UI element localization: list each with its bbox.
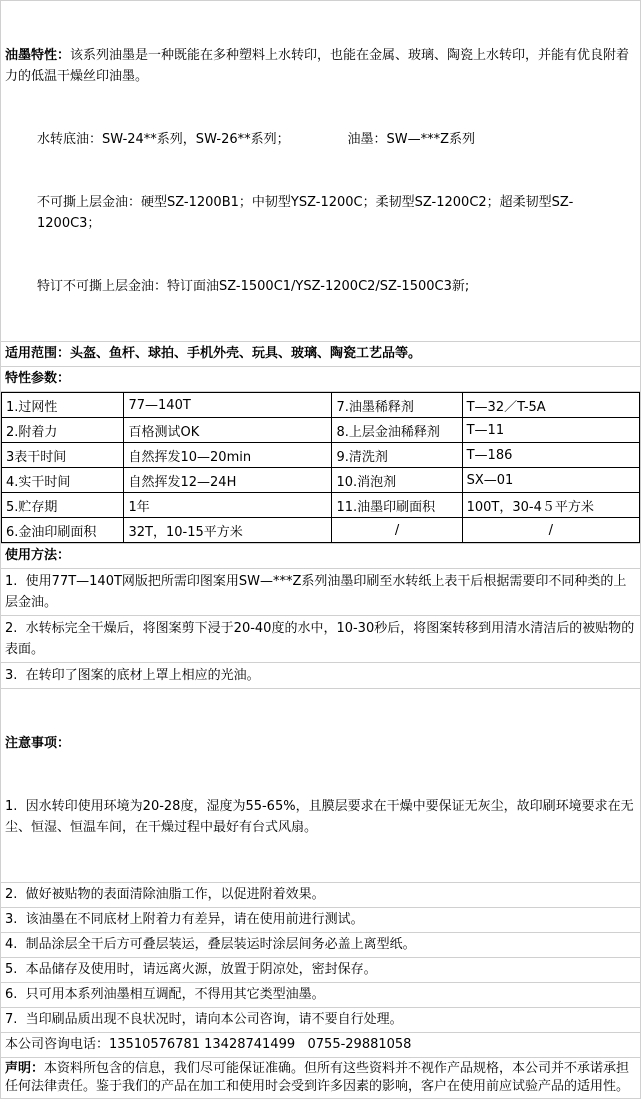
custom-topcoat-line: 特订不可撕上层金油：特订面油SZ-1500C1/YSZ-1200C2/SZ-1500C3新; — [37, 279, 470, 294]
param-label: 8.上层金油稀释剂 — [332, 418, 462, 443]
param-empty: / — [462, 518, 639, 543]
note-3: 3. 该油墨在不同底材上附着力有差异，请在使用前进行测试。 — [1, 908, 640, 933]
section-usage-title: 使用方法： — [1, 544, 640, 569]
param-label: 3表干时间 — [2, 443, 124, 468]
usage-step-3: 3. 在转印了图案的底材上罩上相应的光油。 — [1, 663, 640, 689]
contact-line — [1, 1033, 640, 1058]
param-value: 77—140T — [124, 393, 332, 418]
param-label: 2.附着力 — [2, 418, 124, 443]
section-ink-characteristics — [1, 1, 640, 342]
param-value: 32T，10-15平方米 — [124, 518, 332, 543]
section-application-scope: 适用范围：头盔、鱼杆、球拍、手机外壳、玩具、玻璃、陶瓷工艺品等。 — [1, 342, 640, 367]
param-label: 1.过网性 — [2, 393, 124, 418]
param-label: 11.油墨印刷面积 — [332, 493, 462, 518]
contact-phone-numbers: 13510576781 13428741499 0755-29881058 — [109, 1037, 412, 1052]
table-row — [2, 518, 640, 543]
table-row — [2, 418, 640, 443]
table-row — [2, 493, 640, 518]
param-value: 1年 — [124, 493, 332, 518]
table-row — [2, 443, 640, 468]
note-2: 2. 做好被贴物的表面清除油脂工作，以促进附着效果。 — [1, 883, 640, 908]
disclaimer-text: 本资料所包含的信息，我们尽可能保证准确。但所有这些资料并不视作产品规格，本公司并不承诺承担任何法律责任。鉴于我们的产品在加工和使用时会受到许多因素的影响，客户在使用前应试验产品的适用性。 — [5, 1061, 630, 1094]
param-label: 7.油墨稀释剂 — [332, 393, 462, 418]
ink-characteristics-heading: 油墨特性： — [5, 48, 71, 63]
usage-step-2: 2. 水转标完全干燥后，将图案剪下浸于20-40度的水中，10-30秒后，将图案转移到用清水清洁后的被贴物的表面。 — [1, 616, 640, 663]
topcoat-line: 不可撕上层金油：硬型SZ-1200B1；中韧型YSZ-1200C；柔韧型SZ-1200C2；超柔韧型SZ-1200C3； — [37, 195, 574, 231]
parameters-table — [1, 392, 640, 543]
base-oil-line: 水转底油：SW-24**系列，SW-26**系列； 油墨：SW—***Z系列 — [37, 132, 475, 147]
disclaimer-label: 声明： — [5, 1061, 45, 1076]
note-6: 6. 只可用本系列油墨相互调配，不得用其它类型油墨。 — [1, 983, 640, 1008]
section-parameters-title: 特性参数： — [1, 367, 640, 392]
param-label: 5.贮存期 — [2, 493, 124, 518]
param-value: 自然挥发12—24H — [124, 468, 332, 493]
parameters-table-wrap — [1, 392, 640, 544]
note-5: 5. 本品储存及使用时，请远离火源，放置于阴凉处，密封保存。 — [1, 958, 640, 983]
param-value: T—186 — [462, 443, 639, 468]
section-notes — [1, 689, 640, 883]
param-value: 自然挥发10—20min — [124, 443, 332, 468]
param-value: T—11 — [462, 418, 639, 443]
param-label: 6.金油印刷面积 — [2, 518, 124, 543]
param-empty: / — [332, 518, 462, 543]
note-1: 1. 因水转印使用环境为20-28度，湿度为55-65%，且膜层要求在干燥中要保证无灰尘，故印刷环境要求在无尘、恒湿、恒温车间，在干燥过程中最好有台式风扇。 — [5, 799, 634, 835]
table-row — [2, 468, 640, 493]
note-7: 7. 当印刷品质出现不良状况时，请向本公司咨询，请不要自行处理。 — [1, 1008, 640, 1033]
param-value: 100T，30-4５平方米 — [462, 493, 639, 518]
param-label: 9.清洗剂 — [332, 443, 462, 468]
notes-title: 注意事项： — [5, 736, 71, 751]
note-4: 4. 制品涂层全干后方可叠层装运，叠层装运时涂层间务必盖上离型纸。 — [1, 933, 640, 958]
param-value: T—32／T-5A — [462, 393, 639, 418]
param-label: 4.实干时间 — [2, 468, 124, 493]
usage-step-1: 1. 使用77T—140T网版把所需印图案用SW—***Z系列油墨印刷至水转纸上表干后根据需要印不同种类的上层金油。 — [1, 569, 640, 616]
disclaimer-block — [1, 1058, 640, 1098]
param-label: 10.消泡剂 — [332, 468, 462, 493]
table-row — [2, 393, 640, 418]
ink-characteristics-paragraph — [5, 45, 636, 87]
param-value: 百格测试OK — [124, 418, 332, 443]
param-value: SX—01 — [462, 468, 639, 493]
contact-label: 本公司咨询电话： — [5, 1037, 110, 1052]
ink-characteristics-text: 该系列油墨是一种既能在多种塑料上水转印，也能在金属、玻璃、陶瓷上水转印，并能有优良附着力的低温干燥丝印油墨。 — [5, 48, 630, 84]
